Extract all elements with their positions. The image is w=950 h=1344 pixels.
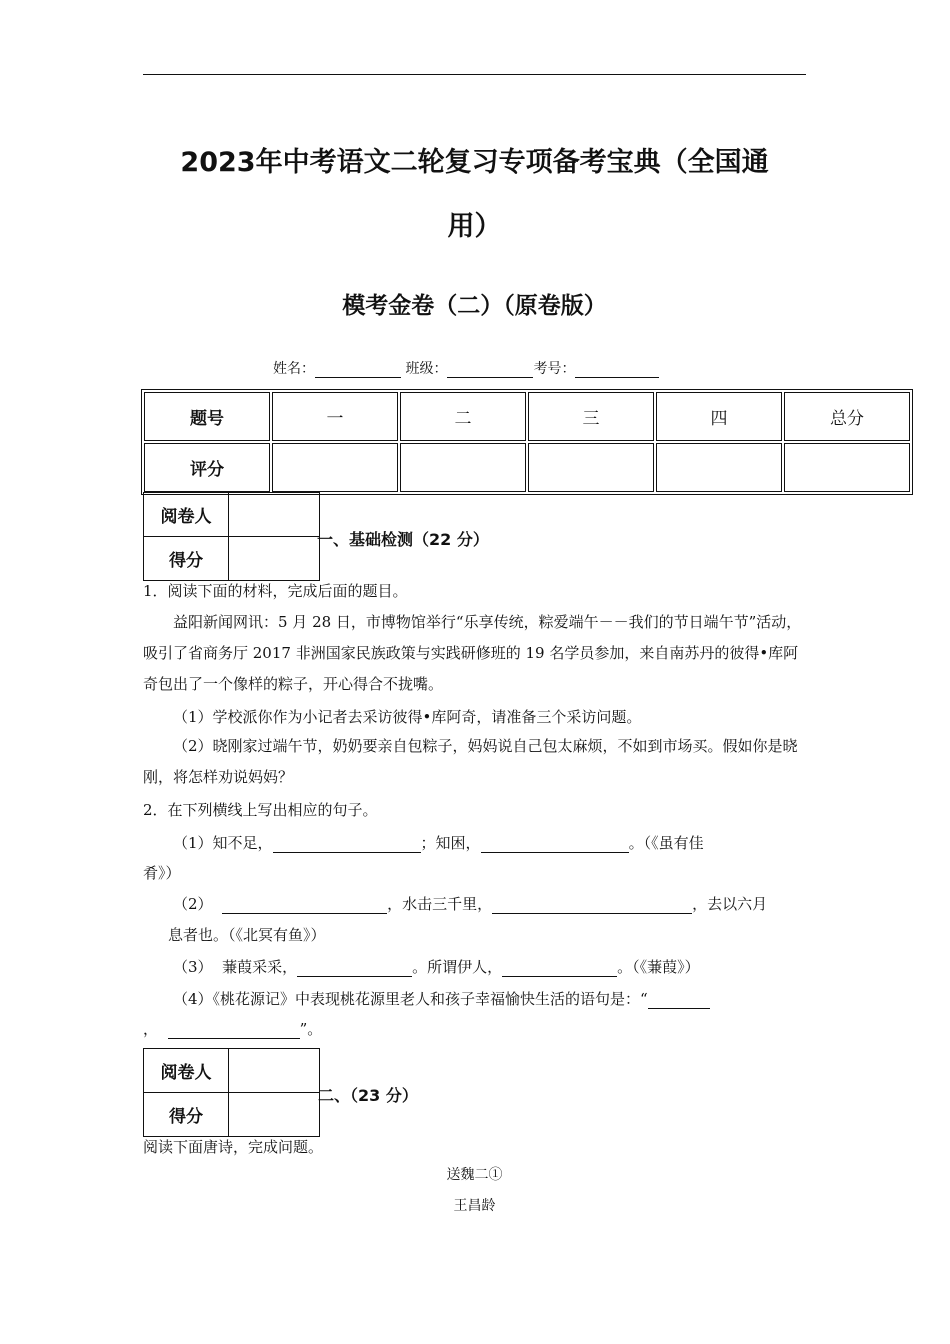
q2-item-1: [173, 832, 704, 853]
q2-item-4-text-a: （4）《桃花源记》中表现桃花源里老人和孩子幸福愉快生活的语句是：“: [173, 990, 648, 1008]
question-number-header: 题号: [144, 392, 270, 441]
q2-item-2-text-b: ，水击三千里，: [387, 895, 493, 913]
name-label: 姓名：: [273, 361, 315, 377]
poem-title: 送魏二①: [446, 1167, 503, 1183]
q2-item-2: [173, 893, 767, 914]
score-cell-1[interactable]: [272, 443, 398, 492]
score-cell-total[interactable]: [784, 443, 910, 492]
document-title-continued: 用）: [447, 211, 502, 242]
q2-item-3-text-d: 。（《蒹葭》）: [617, 958, 700, 976]
score-cell-2[interactable]: [400, 443, 526, 492]
q2-item-3: [173, 956, 700, 977]
q2-item-1-blank-2[interactable]: [481, 837, 629, 853]
q2-item-3-text-a: （3）: [173, 958, 213, 976]
question-1-sub-1: （1）学校派你作为小记者去采访彼得•库阿奇，请准备三个采访问题。: [173, 708, 642, 726]
q2-item-3-blank-2[interactable]: [502, 961, 617, 977]
section-2-heading: 二、（23 分）: [318, 1086, 418, 1105]
class-field[interactable]: [447, 362, 533, 378]
score-row-label: 评分: [144, 443, 270, 492]
q2-item-4-blank-2[interactable]: [168, 1023, 300, 1039]
document-title: 2023年中考语文二轮复习专项备考宝典（全国通: [180, 147, 769, 178]
reviewer-cell[interactable]: [229, 1049, 320, 1093]
q2-item-1-blank-1[interactable]: [273, 837, 421, 853]
q2-item-4: [173, 988, 710, 1009]
q2-item-3-text-b: 蒹葭采采，: [222, 958, 298, 976]
question-1-sub-2: （2）晓刚家过端午节，奶奶要亲自包粽子，妈妈说自己包太麻烦，不如到市场买。假如你是晓刚，将怎样劝说妈妈？: [143, 737, 798, 786]
q2-item-4-continued: [143, 1018, 322, 1039]
column-1-header: 一: [272, 392, 398, 441]
column-2-header: 二: [400, 392, 526, 441]
class-label: 班级：: [405, 361, 448, 377]
score-cell[interactable]: [229, 537, 320, 581]
q2-item-4-text-b: ，: [143, 1020, 159, 1038]
q2-item-3-text-c: 。所谓伊人，: [412, 958, 503, 976]
q2-item-1-source-end: 肴》）: [143, 864, 181, 882]
q2-item-2-source: 息者也。（《北冥有鱼》）: [168, 926, 326, 944]
q2-item-4-text-c: ”。: [299, 1020, 323, 1038]
question-2-prompt: 2．在下列横线上写出相应的句子。: [143, 801, 378, 819]
score-table-header-row: [144, 392, 910, 441]
reviewer-cell[interactable]: [229, 493, 320, 537]
reviewer-label: 阅卷人: [144, 1049, 229, 1093]
q2-item-2-blank-1[interactable]: [222, 898, 387, 914]
student-info-line: [273, 358, 659, 378]
q2-item-2-text-a: （2）: [173, 895, 213, 913]
score-label: 得分: [144, 537, 229, 581]
grader-box-2: [143, 1048, 320, 1137]
reviewer-label: 阅卷人: [144, 493, 229, 537]
question-1-prompt: 1．阅读下面的材料，完成后面的题目。: [143, 582, 408, 600]
score-table: [141, 389, 913, 495]
q2-item-1-text-c: 。（《虽有佳: [628, 834, 704, 852]
q2-item-2-blank-2[interactable]: [492, 898, 692, 914]
name-field[interactable]: [315, 362, 401, 378]
q2-item-3-blank-1[interactable]: [297, 961, 412, 977]
section-1-heading: 一、基础检测（22 分）: [317, 530, 489, 549]
header-rule: [143, 74, 806, 75]
score-cell[interactable]: [229, 1093, 320, 1137]
grader-box-1: [143, 492, 320, 581]
score-cell-3[interactable]: [528, 443, 654, 492]
q2-item-2-text-c: ，去以六月: [692, 895, 768, 913]
score-cell-4[interactable]: [656, 443, 782, 492]
q2-item-1-text-b: ；知困，: [420, 834, 481, 852]
total-header: 总分: [784, 392, 910, 441]
q2-item-1-text-a: （1）知不足，: [173, 834, 273, 852]
q2-item-4-blank-1[interactable]: [648, 993, 710, 1009]
section-2-instruction: 阅读下面唐诗，完成问题。: [143, 1138, 324, 1156]
column-4-header: 四: [656, 392, 782, 441]
document-subtitle: 模考金卷（二）（原卷版）: [342, 293, 607, 319]
question-1-passage: 益阳新闻网讯：5 月 28 日，市博物馆举行“乐享传统，粽爱端午－－我们的节日端午节”活动，吸引了省商务厅 2017 非洲国家民族政策与实践研修班的 19 名学员参加，来自南苏丹的彼得•库阿奇包出了一个像样的粽子，开心得合不拢嘴。: [143, 613, 802, 693]
score-label: 得分: [144, 1093, 229, 1137]
exam-number-label: 考号：: [533, 361, 576, 377]
exam-number-field[interactable]: [575, 362, 659, 378]
column-3-header: 三: [528, 392, 654, 441]
poem-author: 王昌龄: [453, 1198, 496, 1214]
score-table-score-row: [144, 443, 910, 492]
